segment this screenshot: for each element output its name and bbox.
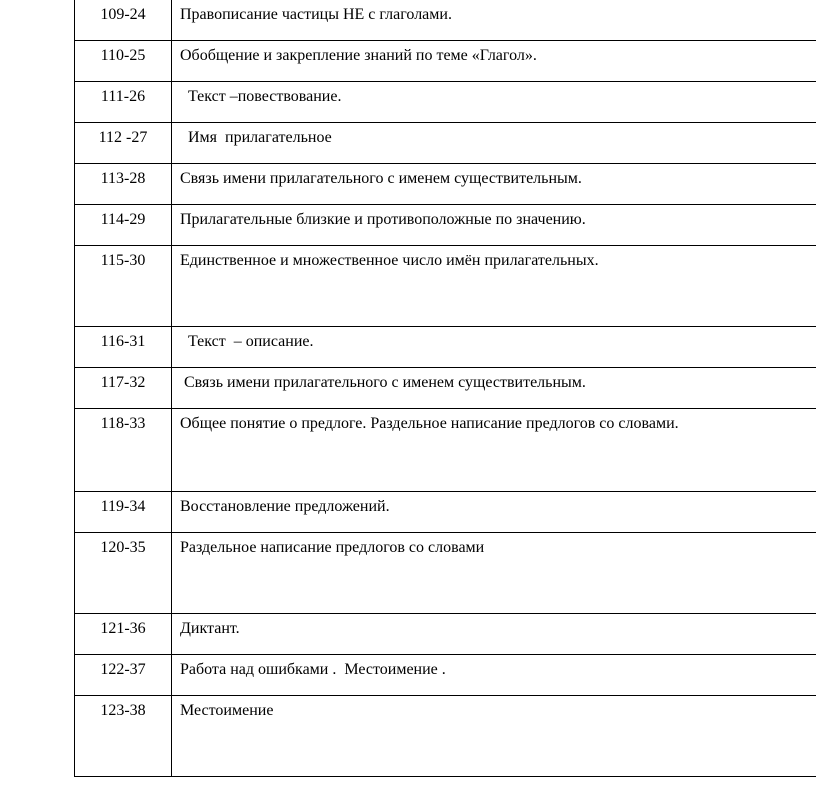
- table-row: [75, 205, 816, 246]
- lesson-number: 115-30: [75, 246, 172, 327]
- lesson-number: 109-24: [75, 0, 172, 41]
- lesson-topic: Прилагательные близкие и противоположные по значению.: [172, 205, 816, 246]
- lesson-number: 114-29: [75, 205, 172, 246]
- lesson-topic: Обобщение и закрепление знаний по теме «Глагол».: [172, 41, 816, 82]
- lesson-topic: Раздельное написание предлогов со словами: [172, 533, 816, 614]
- lesson-number: 122-37: [75, 655, 172, 696]
- lesson-number: 120-35: [75, 533, 172, 614]
- table-row: [75, 492, 816, 533]
- lesson-topic: Местоимение: [172, 696, 816, 777]
- lesson-topic: Восстановление предложений.: [172, 492, 816, 533]
- table-row: [75, 41, 816, 82]
- lesson-topic: Общее понятие о предлоге. Раздельное написание предлогов со словами.: [172, 409, 816, 492]
- table-row: [75, 246, 816, 327]
- lesson-number: 117-32: [75, 368, 172, 409]
- lesson-number: 113-28: [75, 164, 172, 205]
- table-row: [75, 82, 816, 123]
- table-row: [75, 533, 816, 614]
- lesson-number: 119-34: [75, 492, 172, 533]
- lesson-number: 112 -27: [75, 123, 172, 164]
- lesson-number: 111-26: [75, 82, 172, 123]
- lesson-topic: Текст – описание.: [172, 327, 816, 368]
- table-row: [75, 655, 816, 696]
- lesson-number: 118-33: [75, 409, 172, 492]
- lesson-plan-table: [74, 0, 816, 777]
- table-row: [75, 327, 816, 368]
- table-row: [75, 0, 816, 41]
- lesson-topic: Единственное и множественное число имён прилагательных.: [172, 246, 816, 327]
- table-row: [75, 614, 816, 655]
- table-row: [75, 409, 816, 492]
- lesson-number: 116-31: [75, 327, 172, 368]
- lesson-topic: Связь имени прилагательного с именем существительным.: [172, 368, 816, 409]
- lesson-topic: Диктант.: [172, 614, 816, 655]
- table-row: [75, 164, 816, 205]
- lesson-topic: Имя прилагательное: [172, 123, 816, 164]
- lesson-topic: Текст –повествование.: [172, 82, 816, 123]
- table-row: [75, 368, 816, 409]
- table-row: [75, 696, 816, 777]
- lesson-number: 121-36: [75, 614, 172, 655]
- lesson-topic: Работа над ошибками . Местоимение .: [172, 655, 816, 696]
- lesson-topic: Правописание частицы НЕ с глаголами.: [172, 0, 816, 41]
- lesson-topic: Связь имени прилагательного с именем существительным.: [172, 164, 816, 205]
- lesson-number: 123-38: [75, 696, 172, 777]
- table-row: [75, 123, 816, 164]
- lesson-number: 110-25: [75, 41, 172, 82]
